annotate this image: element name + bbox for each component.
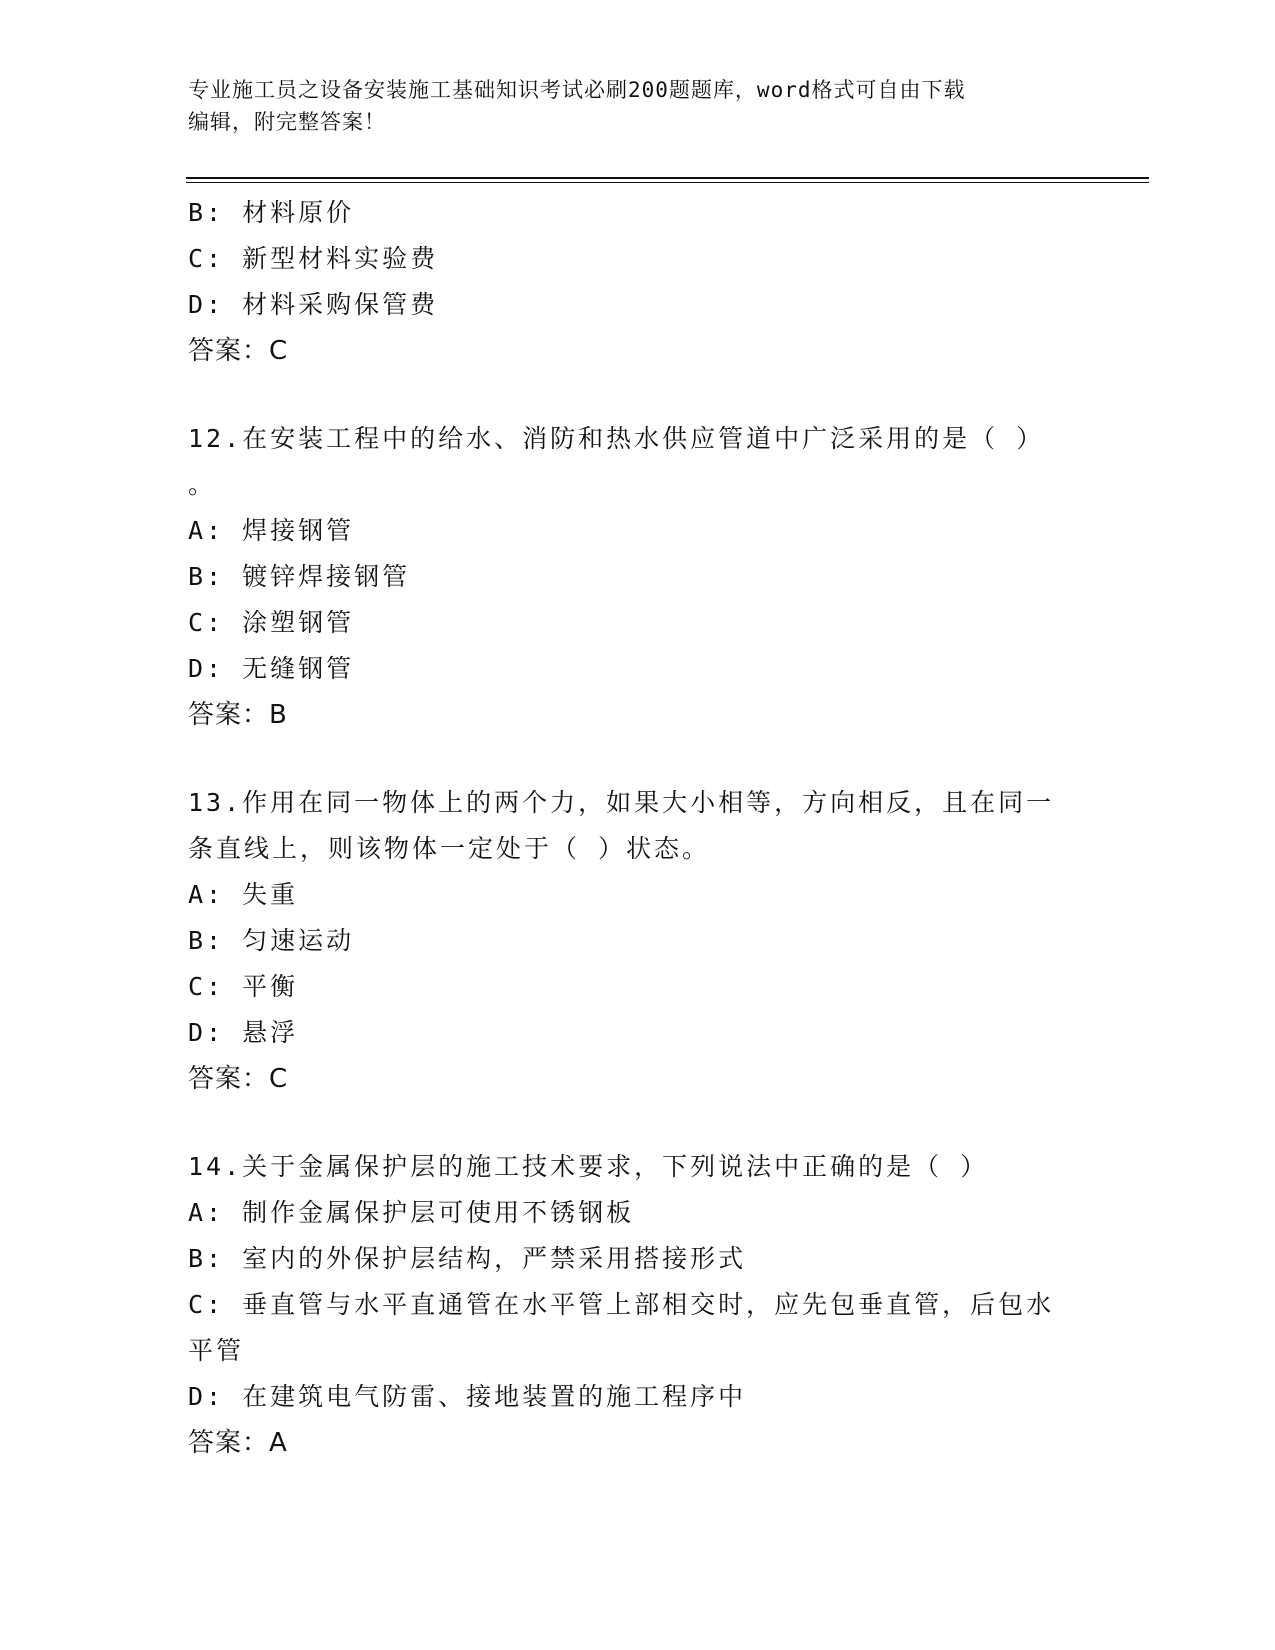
spacer — [188, 374, 1088, 416]
question-12-option-d: D: 无缝钢管 — [188, 654, 355, 683]
question-13-option-c: C: 平衡 — [188, 972, 299, 1001]
question-12-option-a: A: 焊接钢管 — [188, 516, 355, 545]
question-12 — [188, 416, 1088, 738]
question-14-stem: 14.关于金属保护层的施工技术要求，下列说法中正确的是（ ） — [188, 1152, 989, 1181]
question-12-stem-line-2: 。 — [188, 470, 217, 499]
question-14-option-c-line-1: C: 垂直管与水平直通管在水平管上部相交时，应先包垂直管，后包水 — [188, 1290, 1055, 1319]
question-14-option-b: B: 室内的外保护层结构，严禁采用搭接形式 — [188, 1244, 747, 1273]
question-11-option-d: D: 材料采购保管费 — [188, 290, 439, 319]
spacer — [188, 1102, 1088, 1144]
question-11-option-c: C: 新型材料实验费 — [188, 244, 439, 273]
question-14-answer: 答案：A — [188, 1428, 288, 1458]
question-13-stem-line-1: 13.作用在同一物体上的两个力，如果大小相等，方向相反，且在同一 — [188, 788, 1055, 817]
header-line-2: 编辑，附完整答案！ — [188, 110, 386, 134]
question-13-option-a: A: 失重 — [188, 880, 299, 909]
question-13 — [188, 780, 1088, 1102]
question-12-stem-line-1: 12.在安装工程中的给水、消防和热水供应管道中广泛采用的是（ ） — [188, 424, 1045, 453]
question-12-option-b: B: 镀锌焊接钢管 — [188, 562, 411, 591]
question-13-answer: 答案：C — [188, 1064, 289, 1094]
question-14-option-d: D: 在建筑电气防雷、接地装置的施工程序中 — [188, 1382, 747, 1411]
question-12-option-c: C: 涂塑钢管 — [188, 608, 355, 637]
spacer — [188, 738, 1088, 780]
question-11-answer: 答案：C — [188, 336, 289, 366]
header-line-1: 专业施工员之设备安装施工基础知识考试必刷200题题库，word格式可自由下载 — [188, 78, 966, 102]
question-11-option-b: B: 材料原价 — [188, 198, 355, 227]
question-13-option-d: D: 悬浮 — [188, 1018, 299, 1047]
question-12-answer: 答案：B — [188, 700, 288, 730]
question-14 — [188, 1144, 1088, 1466]
question-14-option-a: A: 制作金属保护层可使用不锈钢板 — [188, 1198, 635, 1227]
document-header — [188, 74, 1088, 138]
question-list — [188, 190, 1088, 1466]
question-14-option-c-line-2: 平管 — [188, 1336, 245, 1365]
header-divider-thick — [186, 177, 1149, 179]
header-divider-thin — [186, 182, 1149, 183]
question-13-option-b: B: 匀速运动 — [188, 926, 355, 955]
question-13-stem-line-2: 条直线上，则该物体一定处于（ ）状态。 — [188, 834, 711, 863]
question-11 — [188, 190, 1088, 374]
